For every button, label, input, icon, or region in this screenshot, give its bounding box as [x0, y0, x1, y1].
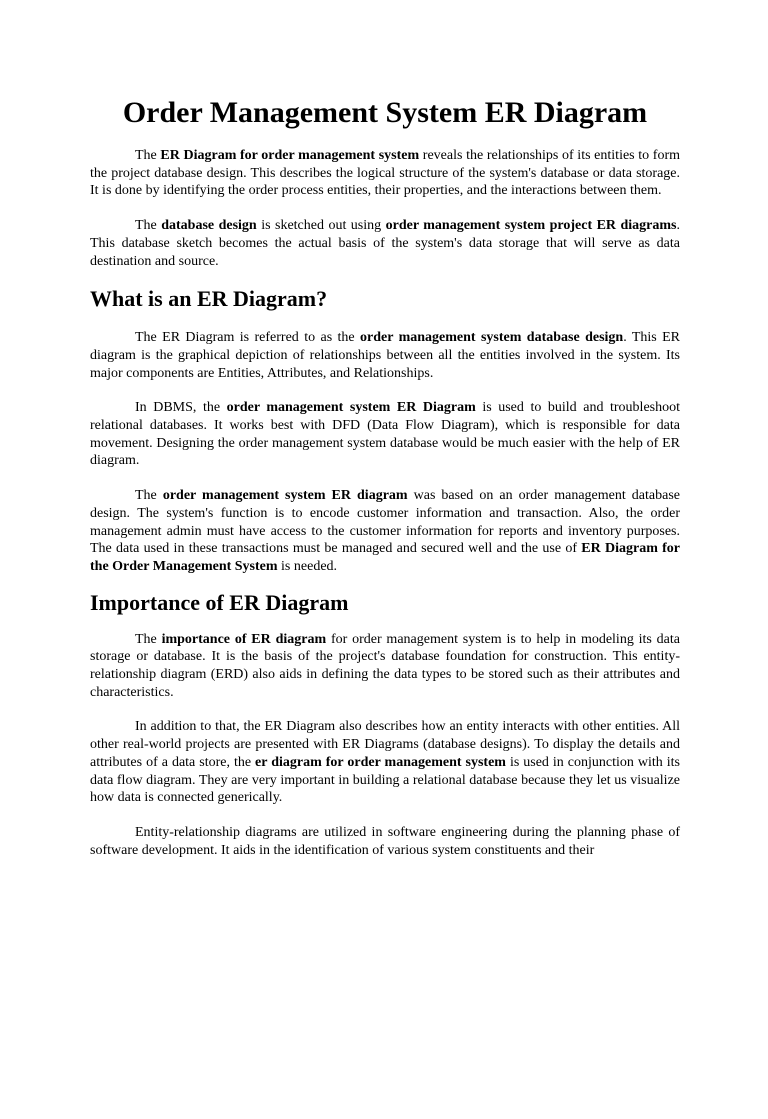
bold-term: order management system ER diagram	[162, 488, 408, 504]
bold-term: importance of ER diagram	[161, 631, 327, 647]
text-run: is needed.	[277, 558, 338, 574]
text-run: . This ER diagram is the graphical depiction of relationships between all the entities involved in the system. Its major components are Entities, Attributes, and Relationships.	[90, 330, 681, 381]
text-run: The	[135, 148, 161, 163]
bold-term: order management system ER Diagram	[226, 400, 476, 416]
bold-term: database design	[161, 218, 257, 234]
importance-paragraph-2	[90, 718, 680, 807]
text-run: . This database sketch becomes the actual basis of the system's data storage that will serve as data destination and source.	[90, 218, 681, 269]
section-heading-importance: Importance of ER Diagram	[90, 589, 349, 615]
what-paragraph-1	[90, 329, 680, 382]
bold-term: er diagram for order management system	[255, 754, 506, 770]
intro-paragraph-2	[90, 217, 680, 270]
intro-paragraph-1	[90, 147, 680, 200]
text-run: In DBMS, the	[135, 400, 227, 416]
what-paragraph-2	[90, 399, 680, 470]
text-run: is used to build and troubleshoot relational databases. It works best with DFD (Data Flow Diagram), which is responsible for data movement. Designing the order management system database would be much easier with the help of ER diagram.	[90, 400, 680, 469]
text-run: is sketched out using	[256, 218, 386, 234]
bold-term: order management system project ER diagrams	[385, 218, 677, 234]
text-run: The	[135, 218, 162, 234]
text-run: was based on an order management database design. The system's function is to encode customer information and transaction. Also, the order management admin must have access to the customer information for reports and inventory purposes. The data used in these transactions must be managed and secured well and the use of	[90, 488, 680, 557]
bold-term: ER Diagram for the Order Management System	[90, 541, 681, 574]
document-page	[0, 95, 768, 1119]
document-title: Order Management System ER Diagram	[122, 96, 648, 129]
text-run: The	[135, 488, 163, 504]
section-heading-what-is-er: What is an ER Diagram?	[90, 286, 328, 312]
text-run: for order management system is to help in modeling its data storage or database. It is the basis of the project's database foundation for construction. This entity-relationship diagram (ERD) also aids in defining the data types to be stored such as their attributes and characteristics.	[90, 631, 680, 700]
bold-term: order management system database design	[360, 330, 624, 346]
text-run: The	[135, 631, 162, 647]
bold-term: ER Diagram for order management system	[160, 148, 420, 163]
text-run: The ER Diagram is referred to as the	[135, 330, 361, 346]
importance-paragraph-3	[90, 824, 680, 859]
importance-paragraph-1	[90, 631, 680, 702]
text-run: Entity-relationship diagrams are utilized in software engineering during the planning phase of software development. It aids in the identification of various system constituents and their	[90, 824, 680, 858]
text-run: reveals the relationships of its entities to form the project database design. This describes the logical structure of the system's database or data storage. It is done by identifying the order process entities, their properties, and the interactions between them.	[90, 148, 680, 199]
what-paragraph-3	[90, 487, 680, 576]
text-run: is used in conjunction with its data flow diagram. They are very important in building a relational database because they let us visualize how data is connected generically.	[90, 754, 680, 806]
text-run: In addition to that, the ER Diagram also describes how an entity interacts with other entities. All other real-world projects are presented with ER Diagrams (database designs). To display the details and attributes of a data store, the	[90, 719, 680, 770]
